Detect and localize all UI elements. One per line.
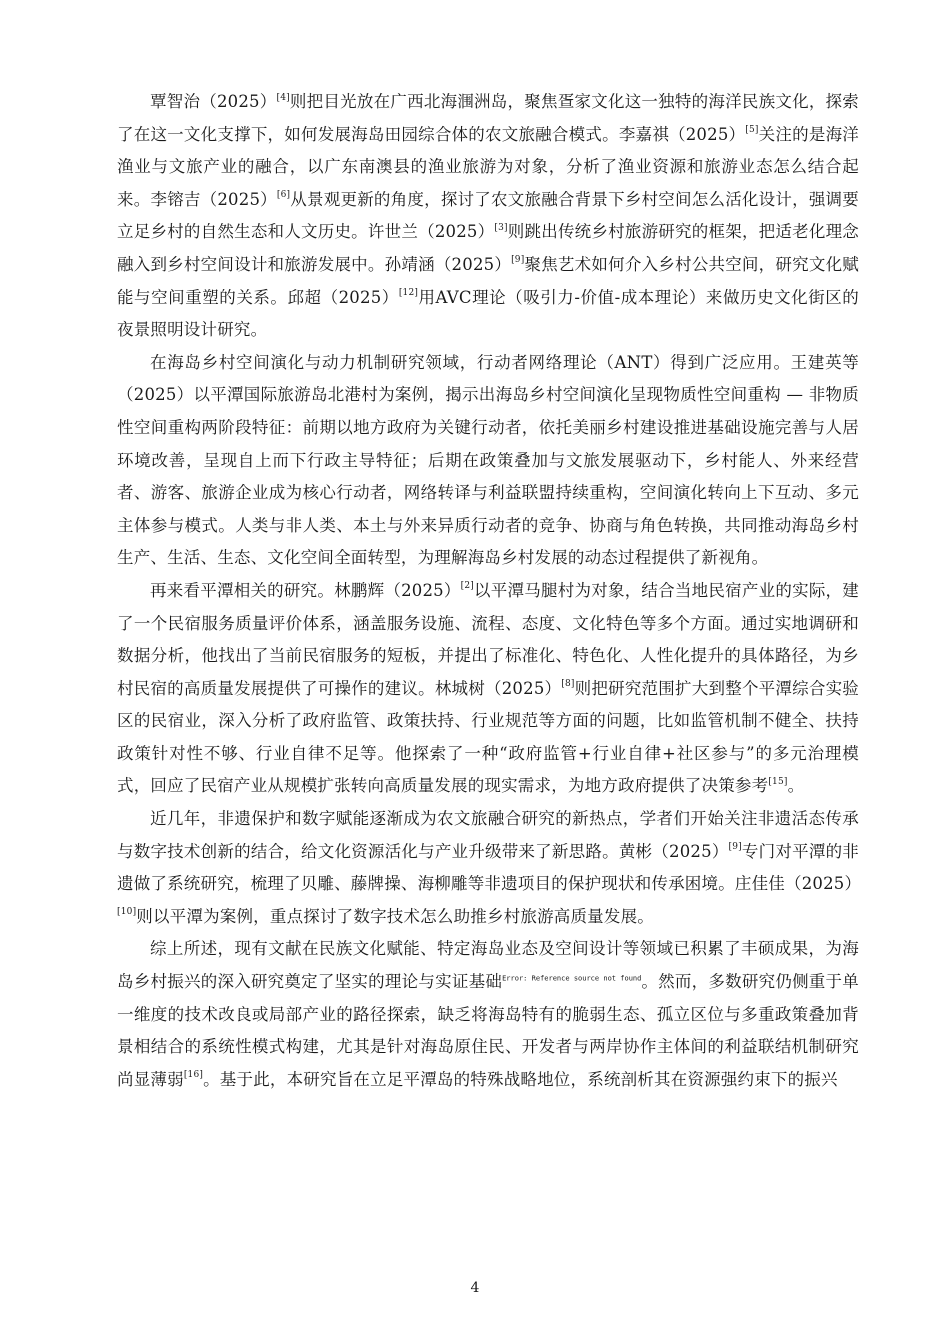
reference-error-text: Error: Reference source not found <box>502 974 642 983</box>
citation-marker: [5] <box>745 125 759 136</box>
citation-marker: [10] <box>117 907 137 918</box>
citation-marker: [2] <box>460 581 475 592</box>
paragraph-text: 则以平潭为案例，重点探讨了数字技术怎么助推乡村旅游高质量发展。 <box>136 906 654 926</box>
paragraph-text: 覃智治（2025） <box>150 92 277 111</box>
citation-marker: [4] <box>276 92 290 103</box>
paragraph-text: 从景观更新的角度，探讨了农文旅融合背景下乡村空间怎么活化设计，强调要立足乡村的自然生态和人文历史。许世兰（2025） <box>117 189 859 242</box>
paragraph <box>117 933 859 1096</box>
paragraph-text: 专门对平潭的非遗做了系统研究，梳理了贝雕、藤牌操、海柳雕等非遗项目的保护现状和传承困境。庄佳佳（2025） <box>117 841 862 894</box>
paragraph <box>117 803 862 933</box>
paragraph-text: 聚焦艺术如何介入乡村公共空间，研究文化赋能与空间重塑的关系。邱超（2025） <box>117 254 859 307</box>
paragraph <box>117 575 859 803</box>
paragraph-text: 。然而，多数研究仍侧重于单一维度的技术改良或局部产业的路径探索，缺乏将海岛特有的脆弱生态、孤立区位与多重政策叠加背景相结合的系统性模式构建，尤其是针对海岛原住民、开发者与两岸协作主体间的利益联结机制研究尚显薄弱 <box>117 972 859 1089</box>
paragraph-text: 近几年，非遗保护和数字赋能逐渐成为农文旅融合研究的新热点，学者们开始关注非遗活态传承与数字技术创新的结合，给文化资源活化与产业升级带来了新思路。黄彬（2025） <box>117 809 859 861</box>
paragraph-text: 关注的是海洋渔业与文旅产业的融合，以广东南澳县的渔业旅游为对象，分析了渔业资源和旅游业态怎么结合起来。李镕吉（2025） <box>117 124 860 209</box>
paragraph-text: 以平潭马腿村为对象，结合当地民宿产业的实际，建了一个民宿服务质量评价体系，涵盖服务设施、流程、态度、文化特色等多个方面。通过实地调研和数据分析，他找出了当前民宿服务的短板，并提出了标准化、特色化、人性化提升的具体路径，为乡村民宿的高质量发展提供了可操作的建议。林城树（2025） <box>117 580 859 698</box>
paragraph <box>117 347 859 575</box>
citation-marker: [9] <box>511 255 525 266</box>
citation-marker: [12] <box>398 288 419 299</box>
page-number: 4 <box>470 1280 480 1296</box>
paragraph-text: 则把研究范围扩大到整个平潭综合实验区的民宿业，深入分析了政府监管、政策扶持、行业规范等方面的问题，比如监管机制不健全、扶持政策针对性不够、行业自律不足等。他探索了一种“政府监管+行业自律+社区参与”的多元治理模式，回应了民宿产业从规模扩张转向高质量发展的现实需求，为地方政府提供了决策参考 <box>117 678 860 796</box>
citation-marker: [3] <box>494 222 508 233</box>
paragraph-text: 再来看平潭相关的研究。林鹏辉（2025） <box>150 580 461 600</box>
paragraph-text: 则跳出传统乡村旅游研究的框架，把适老化理念融入到乡村空间设计和旅游发展中。孙靖涵（2025） <box>117 222 860 274</box>
citation-marker: [15] <box>768 776 788 787</box>
citation-marker: [6] <box>276 190 291 201</box>
paragraph-text: 在海岛乡村空间演化与动力机制研究领域，行动者网络理论（ANT）得到广泛应用。王建英等（2025）以平潭国际旅游岛北港村为案例，揭示出海岛乡村空间演化呈现物质性空间重构 — 非物质性空间重构两阶段特征：前期以地方政府为关键行动者，依托美丽乡村建设推进基础设施完善与人居环境改善，呈现自上而下行政主导特征；后期在政策叠加与文旅发展驱动下，乡村能人、外来经营者、游客、旅游企业成为核心行动者，网络转译与利益联盟持续重构，空间演化转向上下互动、多元主体参与模式。人类与非人类、本土与外来异质行动者的竞争、协商与角色转换，共同推动海岛乡村生产、生活、生态、文化空间全面转型，为理解海岛乡村发展的动态过程提供了新视角。 <box>117 352 859 568</box>
paragraph-text: 。基于此，本研究旨在立足平潭岛的特殊战略地位，系统剖析其在资源强约束下的振兴 <box>203 1069 838 1089</box>
citation-marker: [16] <box>183 1070 204 1081</box>
paragraph-text: 。 <box>787 776 805 796</box>
paragraph-text: 综上所述，现有文献在民族文化赋能、特定海岛业态及空间设计等领域已积累了丰硕成果，为海岛乡村振兴的深入研究奠定了坚实的理论与实证基础 <box>117 939 859 992</box>
document-body <box>117 86 862 1096</box>
citation-marker: [8] <box>561 679 575 690</box>
citation-marker: [9] <box>728 842 742 853</box>
paragraph <box>117 86 859 347</box>
paragraph-text: 用AVC理论（吸引力-价值-成本理论）来做历史文化街区的夜景照明设计研究。 <box>117 287 860 340</box>
paragraph-text: 则把目光放在广西北海涠洲岛，聚焦疍家文化这一独特的海洋民族文化，探索了在这一文化支撑下，如何发展海岛田园综合体的农文旅融合模式。李嘉祺（2025） <box>117 92 859 144</box>
